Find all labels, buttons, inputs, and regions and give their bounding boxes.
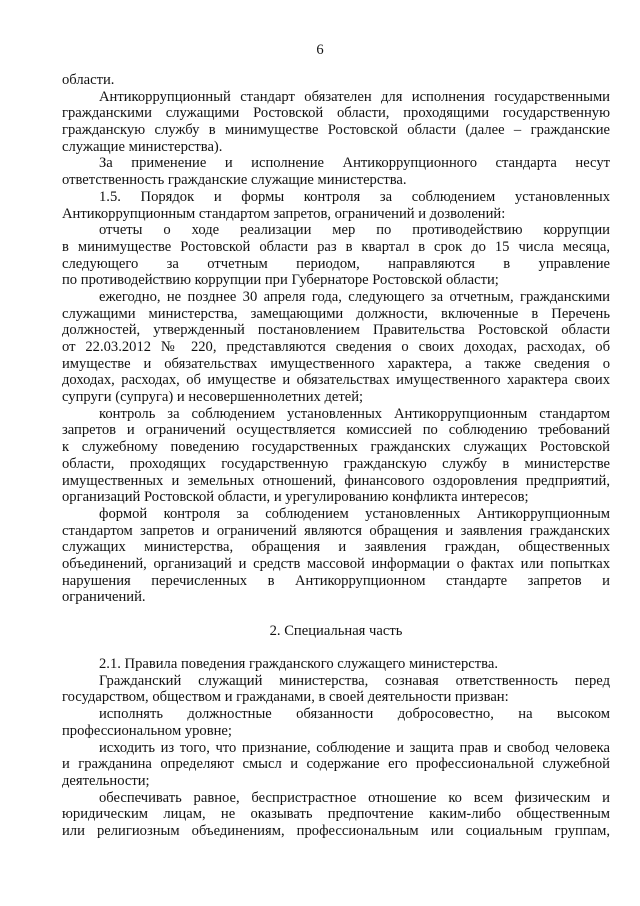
text-line: 1.5. Порядок и формы контроля за соблюдением установленных (99, 188, 610, 205)
text-line: в минимуществе Ростовской области раз в квартал в срок до 15 числа месяца, (62, 238, 610, 255)
text-line: 2.1. Правила поведения гражданского служащего министерства. (99, 656, 498, 673)
text-line: стандартом запретов и ограничений являются обращения и заявления гражданских (62, 522, 610, 539)
text-line: ежегодно, не позднее 30 апреля года, следующего за отчетным, гражданскими (99, 288, 610, 305)
text-line: области. (62, 72, 115, 88)
text-line: деятельности; (62, 772, 150, 789)
text-line: объединений, организаций и средств массовой информации о фактах или попытках (62, 555, 610, 572)
text-line: юридическим лицам, не оказывать предпочтение каким-либо общественным (62, 806, 610, 823)
text-line: следующего за отчетным периодом, направляются в управление (62, 255, 610, 272)
text-line: Гражданский служащий министерства, сознавая ответственность перед (99, 672, 610, 689)
text-line: служащие министерства). (62, 138, 223, 155)
text-line: гражданскую службу в минимуществе Ростовской области (далее – гражданские (62, 122, 610, 139)
text-line: организаций Ростовской области, и урегулированию конфликта интересов; (62, 489, 529, 506)
text-line: профессиональном уровне; (62, 722, 232, 739)
text-line: исполнять должностные обязанности добросовестно, на высоком (99, 706, 610, 723)
text-line: контроль за соблюдением установленных Антикоррупционным стандартом (99, 405, 610, 422)
text-line: от 22.03.2012 № 220, представляются сведения о своих доходах, расходах, об (62, 339, 610, 355)
text-line: За применение и исполнение Антикоррупционного стандарта несут (99, 155, 610, 172)
text-line: Антикоррупционным стандартом запретов, ограничений и дозволений: (62, 205, 506, 222)
text-line: исходить из того, что признание, соблюдение и защита прав и свобод человека (99, 739, 610, 756)
text-line: служащих министерства, обращения и заявления граждан, общественных (62, 539, 610, 556)
text-line: формой контроля за соблюдением установленных Антикоррупционным (99, 505, 610, 522)
text-line: гражданскими служащими Ростовской области, проходящими государственную (62, 105, 610, 122)
text-line: запретов и ограничений осуществляется комиссией по соблюдению требований (62, 422, 610, 439)
text-line: или религиозным объединениям, профессиональным или социальным группам, (62, 822, 610, 839)
spacer (62, 639, 610, 656)
text-line: обеспечивать равное, беспристрастное отношение ко всем физическим и (99, 789, 610, 806)
text-line: имущественных и земельных отношений, финансового оздоровления предприятий, (62, 472, 610, 489)
text-line: служащими министерства, замещающими должности, включенные в Перечень (62, 305, 610, 322)
text-line: должностей, утвержденный постановлением Правительства Ростовской области (62, 322, 610, 339)
text-line: и гражданина определяют смысл и содержание его профессиональной служебной (62, 756, 610, 773)
document-body (62, 72, 610, 840)
text-line: ответственность гражданские служащие министерства. (62, 172, 407, 189)
text-line: ограничений. (62, 589, 146, 606)
text-line: супруги (супруга) и несовершеннолетних детей; (62, 389, 364, 406)
text-line: по противодействию коррупции при Губернаторе Ростовской области; (62, 272, 499, 289)
spacer (62, 606, 610, 623)
text-line: нарушения перечисленных в Антикоррупционном стандарте запретов и (62, 572, 610, 589)
page-number: 6 (316, 42, 324, 58)
text-line: области, проходящих государственную гражданскую службу в министерстве (62, 455, 610, 472)
section-heading: 2. Специальная часть (269, 622, 403, 639)
text-line: государством, обществом и гражданами, в своей деятельности призван: (62, 689, 509, 706)
text-line: отчеты о ходе реализации мер по противодействию коррупции (99, 222, 610, 239)
text-line: имуществе и обязательствах имущественного характера, а также сведения о (62, 355, 610, 372)
text-line: к служебному поведению государственных гражданских служащих Ростовской (62, 439, 610, 456)
text-line: доходах, расходах, об имуществе и обязательствах имущественного характера своих (62, 372, 610, 389)
text-line: Антикоррупционный стандарт обязателен для исполнения государственными (99, 88, 610, 105)
